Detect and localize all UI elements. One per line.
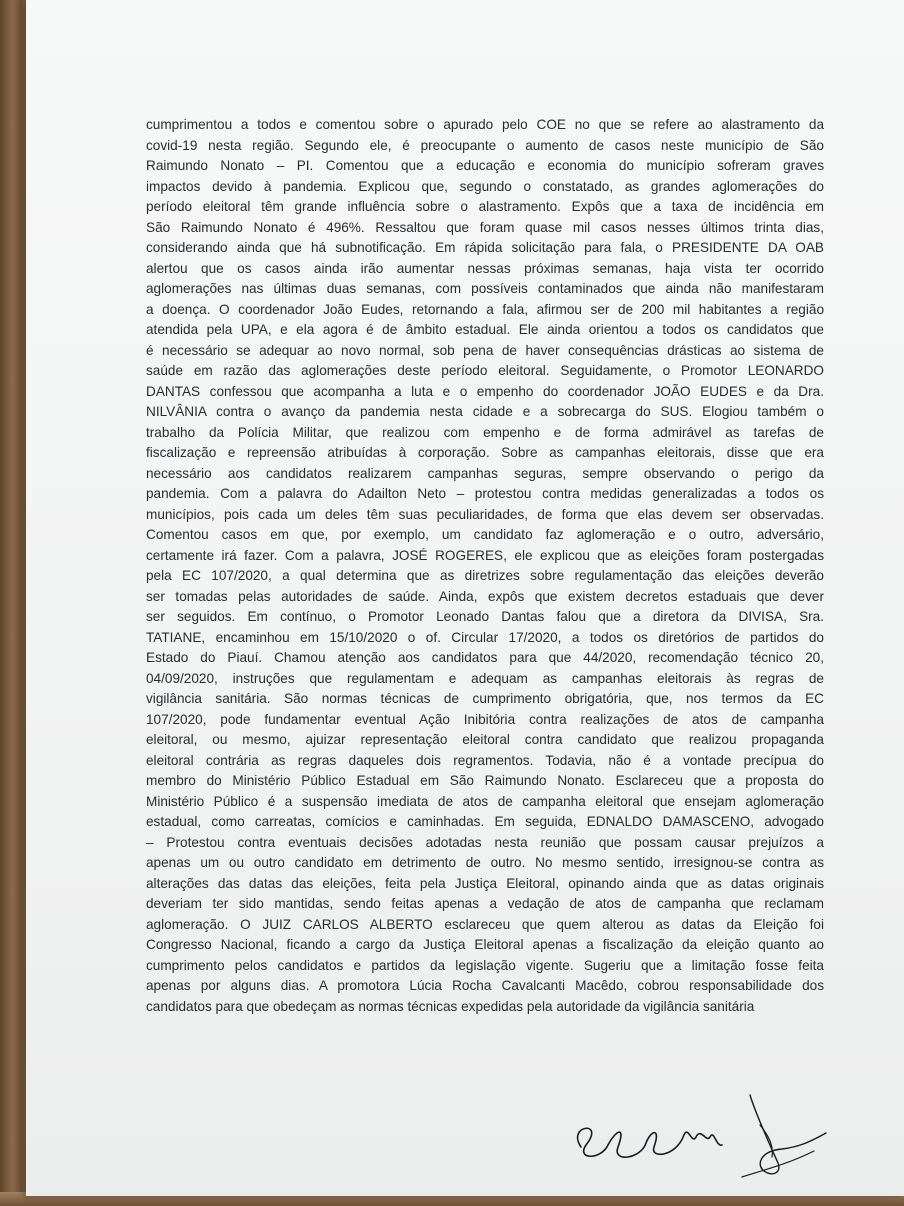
text-line: TATIANE, encaminhou em 15/10/2020 o of. Circular 17/2020, a todos os diretórios de partidos do: [146, 629, 824, 645]
text-line: cumprimento pelos candidatos e partidos da legislação vigente. Sugeriu que a limitação fosse feita: [146, 957, 824, 973]
text-line: pandemia. Com a palavra do Adailton Neto – protestou contra medidas generalizadas a todos os: [146, 486, 824, 501]
text-line: eleitoral contrária as regras daqueles dois regramentos. Todavia, não é a vontade precípua do: [146, 752, 824, 768]
document-body-text: [146, 115, 824, 1017]
text-line: covid-19 nesta região. Segundo ele, é preocupante o aumento de casos neste município de São: [146, 137, 824, 153]
text-line: NILVÂNIA contra o avanço da pandemia nesta cidade e a sobrecarga do SUS. Elogiou também o: [146, 404, 824, 419]
text-line: estadual, como carreatas, comícios e caminhadas. Em seguida, EDNALDO DAMASCENO, advogado: [146, 814, 824, 829]
text-line: Congresso Nacional, ficando a cargo da Justiça Eleitoral apenas a fiscalização da eleição quanto ao: [146, 937, 824, 952]
paper-page: [26, 0, 904, 1196]
text-line: pela EC 107/2020, a qual determina que as diretrizes sobre regulamentação das eleições deverão: [146, 568, 824, 583]
text-line: saúde em razão das aglomerações deste período eleitoral. Seguidamente, o Promotor LEONARDO: [146, 363, 824, 378]
text-line: cumprimentou a todos e comentou sobre o apurado pelo COE no que se refere ao alastramento da: [146, 117, 824, 132]
text-line: 107/2020, pode fundamentar eventual Ação Inibitória contra realizações de atos de campanha: [146, 711, 824, 727]
text-line: trabalho da Polícia Militar, que realizou com empenho e de forma admirável as tarefas de: [146, 424, 824, 440]
text-line: fiscalização e repreensão atribuídas à corporação. Sobre as campanhas eleitorais, disse que era: [146, 445, 824, 460]
text-line: aglomeração. O JUIZ CARLOS ALBERTO esclareceu que quem alterou as datas da Eleição foi: [146, 916, 824, 932]
text-line: necessário aos candidatos realizarem campanhas seguras, sempre observando o perigo da: [146, 465, 824, 481]
text-line: alterações das datas das eleições, feita pela Justiça Eleitoral, opinando ainda que as datas originais: [146, 875, 824, 891]
text-line: impactos devido à pandemia. Explicou que, segundo o constatado, as grandes aglomerações do: [146, 178, 824, 194]
text-line: a doença. O coordenador João Eudes, retornando a fala, afirmou ser de 200 mil habitantes a região: [146, 301, 824, 317]
text-line: ser tomadas pelas autoridades de saúde. Ainda, expôs que existem decretos estaduais que dever: [146, 588, 824, 604]
text-line: Raimundo Nonato – PI. Comentou que a educação e economia do município sofreram graves: [146, 158, 824, 173]
text-line: considerando ainda que há subnotificação. Em rápida solicitação para fala, o PRESIDENTE DA OAB: [146, 240, 824, 255]
text-line: Estado do Piauí. Chamou atenção aos candidatos para que 44/2020, recomendação técnico 20,: [146, 650, 824, 665]
text-line: certamente irá fazer. Com a palavra, JOSÉ ROGERES, ele explicou que as eleições foram postergadas: [146, 547, 824, 563]
text-line: São Raimundo Nonato é 496%. Ressaltou que foram quase mil casos nesses últimos trinta dias,: [146, 219, 824, 235]
text-line: apenas um ou outro candidato em detrimento de outro. No mesmo sentido, irresignou-se contra as: [146, 855, 824, 870]
text-line: membro do Ministério Público Estadual em São Raimundo Nonato. Esclareceu que a proposta do: [146, 773, 824, 788]
text-line: ser seguidos. Em contínuo, o Promotor Leonado Dantas falou que a diretora da DIVISA, Sra.: [146, 609, 824, 624]
text-line: apenas por alguns dias. A promotora Lúcia Rocha Cavalcanti Macêdo, cobrou responsabilidade dos: [146, 978, 824, 993]
text-line: candidatos para que obedeçam as normas técnicas expedidas pela autoridade da vigilância sanitária: [146, 998, 755, 1014]
text-line: alertou que os casos ainda irão aumentar nessas próximas semanas, haja vista ter ocorrido: [146, 260, 824, 276]
text-line: eleitoral, ou mesmo, ajuizar representação eleitoral contra candidato que realizou propaganda: [146, 732, 824, 747]
text-line: atendida pela UPA, e ela agora é de âmbito estadual. Ele ainda orientou a todos os candidatos que: [146, 322, 824, 337]
text-line: – Protestou contra eventuais decisões adotadas nesta reunião que possam causar prejuízos a: [146, 834, 824, 850]
text-line: é necessário se adequar ao novo normal, sob pena de haver consequências drásticas ao sistema de: [146, 342, 824, 358]
text-line: 04/09/2020, instruções que regulamentam e adequam as campanhas eleitorais às regras de: [146, 670, 824, 686]
text-line: deveriam ter sido mantidas, sendo feitas apenas a vedação de atos de campanha que reclamam: [146, 896, 824, 911]
text-line: DANTAS confessou que acompanha a luta e o empenho do coordenador JOÃO EUDES e da Dra.: [146, 383, 824, 399]
text-line: Ministério Público é a suspensão imediata de atos de campanha eleitoral que ensejam aglomeração: [146, 793, 824, 809]
text-line: vigilância sanitária. São normas técnicas de cumprimento obrigatória, que, nos termos da EC: [146, 691, 824, 706]
text-line: Comentou casos em que, por exemplo, um candidato faz aglomeração e o outro, adversário,: [146, 527, 824, 542]
text-line: aglomerações nas últimas duas semanas, com possíveis contaminados que ainda não manifestaram: [146, 281, 824, 296]
text-line: período eleitoral têm grande influência sobre o alastramento. Expôs que a taxa de incidência em: [146, 199, 824, 214]
handwritten-signature: [546, 1085, 836, 1185]
text-line: municípios, pois cada um deles têm suas peculiaridades, de forma que elas devem ser observadas.: [146, 506, 824, 522]
